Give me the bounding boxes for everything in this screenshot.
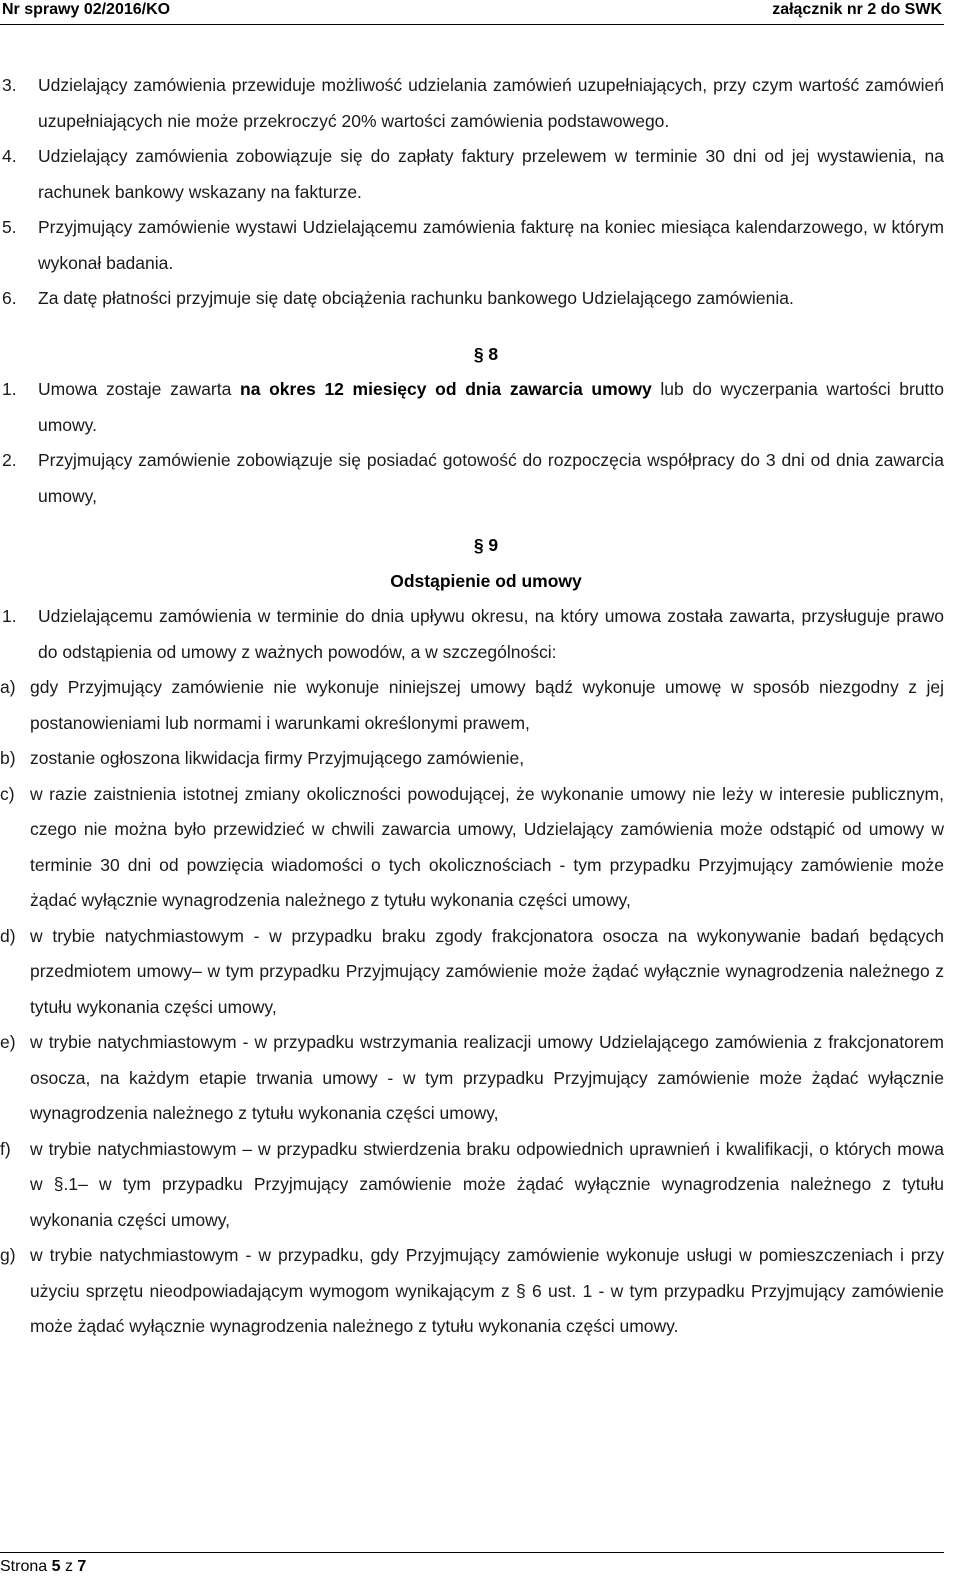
item-text: gdy Przyjmujący zamówienie nie wykonuje niniejszej umowy bądź wykonuje umowę w sposób niezgodny z jej postanowieniami lub normami i warunkami określonymi prawem, bbox=[30, 677, 944, 733]
item-text: Przyjmujący zamówienie zobowiązuje się posiadać gotowość do rozpoczęcia współpracy do 3 dni od dnia zawarcia umowy, bbox=[38, 450, 944, 506]
item-number: 6. bbox=[2, 288, 17, 308]
item-text: w trybie natychmiastowym - w przypadku, gdy Przyjmujący zamówienie wykonuje usługi w pomieszczeniach i przy użyciu sprzętu nieodpowiadającym wymogom wynikającym z § 6 ust. 1 - w tym przypadku Przyjmujący zamówienie może żądać wyłącznie wynagrodzenia należnego z tytułu wykonania części umowy. bbox=[30, 1245, 944, 1336]
page-total: 7 bbox=[77, 1558, 87, 1575]
item-number: 5. bbox=[2, 217, 17, 237]
item-text: w razie zaistnienia istotnej zmiany okoliczności powodującej, że wykonanie umowy nie leży w interesie publicznym, czego nie można było przewidzieć w chwili zawarcia umowy, Udzielający zamówienia może odstąpić od umowy w terminie 30 dni od powzięcia wiadomości o tych okolicznościach - tym przypadku Przyjmujący zamówienie może żądać wyłącznie wynagrodzenia należnego z tytułu wykonania części umowy, bbox=[30, 783, 944, 910]
item-text: zostanie ogłoszona likwidacja firmy Przyjmującego zamówienie, bbox=[30, 748, 525, 768]
item-text: Udzielającemu zamówienia w terminie do dnia upływu okresu, na który umowa została zawarta, przysługuje prawo do odstąpienia od umowy z ważnych powodów, a w szczególności: bbox=[38, 606, 944, 662]
item-letter: f) bbox=[0, 1138, 11, 1159]
list-item bbox=[0, 777, 944, 919]
page-of: z bbox=[64, 1558, 73, 1575]
list-item bbox=[0, 1025, 944, 1132]
section-heading-8: § 8 bbox=[473, 343, 499, 364]
document-body bbox=[0, 68, 944, 1345]
item-text: w trybie natychmiastowym - w przypadku wstrzymania realizacji umowy Udzielającego zamówienia z frakcjonatorem osocza, na każdym etapie trwania umowy - w tym przypadku Przyjmujący zamówienie może żądać wyłącznie wynagrodzenia należnego z tytułu wykonania części umowy, bbox=[30, 1032, 944, 1123]
item-text: Udzielający zamówienia przewiduje możliwość udzielania zamówień uzupełniających, przy czym wartość zamówień uzupełniających nie może przekroczyć 20% wartości zamówienia podstawowego. bbox=[38, 75, 944, 131]
item-letter: c) bbox=[0, 783, 15, 804]
item-number: 3. bbox=[2, 75, 17, 95]
list-item bbox=[0, 599, 944, 670]
item-number: 1. bbox=[2, 379, 17, 399]
list-item bbox=[0, 372, 944, 443]
case-number: Nr sprawy 02/2016/KO bbox=[2, 1, 171, 18]
page-header bbox=[0, 0, 960, 20]
item-number: 4. bbox=[2, 146, 17, 166]
list-item bbox=[0, 68, 944, 139]
item-number: 1. bbox=[2, 606, 17, 626]
page-label: Strona bbox=[0, 1558, 48, 1575]
list-item bbox=[0, 210, 944, 281]
item-letter: a) bbox=[0, 677, 16, 697]
list-item bbox=[0, 919, 944, 1026]
attachment-label: załącznik nr 2 do SWK bbox=[772, 1, 942, 18]
list-item bbox=[0, 670, 944, 741]
list-item bbox=[0, 443, 944, 514]
item-letter: e) bbox=[0, 1032, 16, 1052]
item-text-before: Umowa zostaje zawarta bbox=[38, 379, 241, 399]
item-letter: g) bbox=[0, 1245, 16, 1265]
item-number: 2. bbox=[2, 450, 17, 470]
item-letter: b) bbox=[0, 748, 16, 768]
item-text-after: lub do wyczerpania wartości brutto umowy. bbox=[38, 379, 945, 435]
list-item bbox=[0, 1238, 944, 1345]
item-text-bold: na okres 12 miesięcy od dnia zawarcia umowy bbox=[240, 379, 652, 399]
item-text: Za datę płatności przyjmuje się datę obciążenia rachunku bankowego Udzielającego zamówienia. bbox=[38, 288, 794, 308]
item-text: w trybie natychmiastowym – w przypadku stwierdzenia braku odpowiednich uprawnień i kwalifikacji, o których mowa w §.1– w tym przypadku Przyjmujący zamówienie może żądać wyłącznie wynagrodzenia należnego z tytułu wykonania części umowy, bbox=[30, 1138, 944, 1230]
list-item bbox=[0, 281, 944, 317]
section-heading-9: § 9 bbox=[473, 535, 499, 555]
list-item bbox=[0, 741, 944, 777]
item-text: Przyjmujący zamówienie wystawi Udzielającemu zamówienia fakturę na koniec miesiąca kalendarzowego, w którym wykonał badania. bbox=[38, 217, 944, 273]
item-text: Udzielający zamówienia zobowiązuje się do zapłaty faktury przelewem w terminie 30 dni od jej wystawienia, na rachunek bankowy wskazany na fakturze. bbox=[38, 146, 944, 202]
list-item bbox=[0, 139, 944, 210]
item-text: w trybie natychmiastowym - w przypadku braku zgody frakcjonatora osocza na wykonywanie badań będących przedmiotem umowy– w tym przypadku Przyjmujący zamówienie może żądać wyłącznie wynagrodzenia należnego z tytułu wykonania części umowy, bbox=[30, 925, 944, 1017]
section-title: Odstąpienie od umowy bbox=[390, 570, 582, 591]
list-item bbox=[0, 1132, 944, 1239]
header-rule bbox=[0, 24, 944, 25]
item-letter: d) bbox=[0, 925, 16, 946]
page-footer bbox=[0, 1552, 944, 1577]
page-current: 5 bbox=[51, 1558, 61, 1575]
